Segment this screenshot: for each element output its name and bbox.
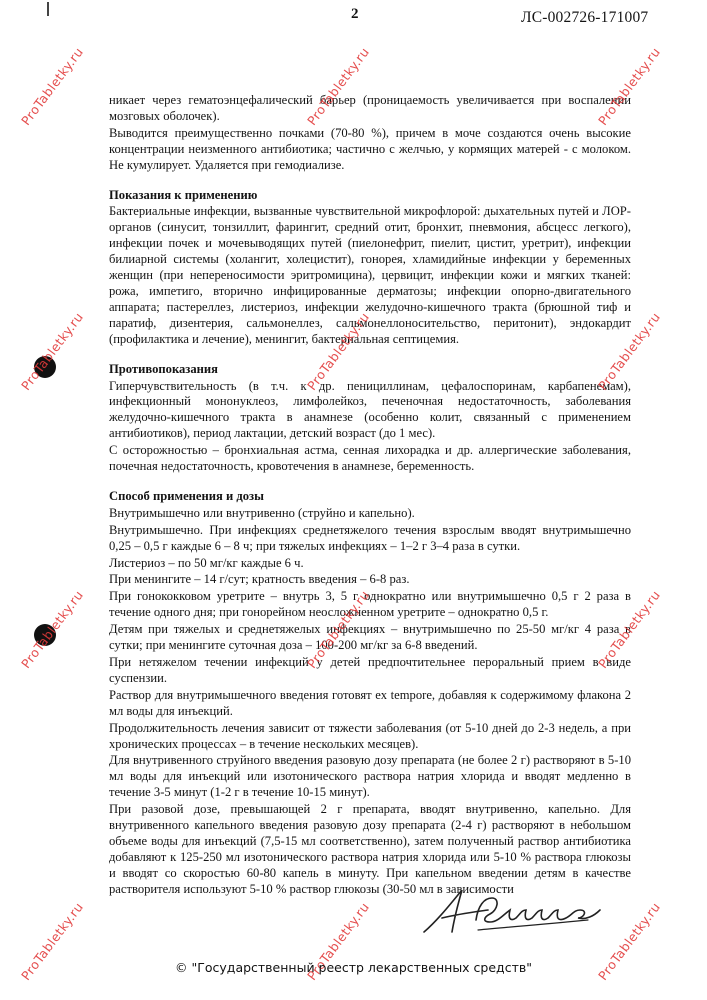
watermark: ProTabletky.ru xyxy=(18,587,87,671)
watermark: ProTabletky.ru xyxy=(304,309,373,393)
watermark: ProTabletky.ru xyxy=(304,44,373,128)
handwritten-signature xyxy=(418,880,608,940)
dosage-paragraph: При разовой дозе, превышающей 2 г препарата, вводят внутривенно, капельно. Для внутривенного капельного введения разовую дозу препарата (2-4 г) растворяют в небольшом объеме воды для инъекций (7,5-15 мл соответственно), затем полученный раствор антибиотика добавляют к 125-250 мл изотонического раствора натрия хлорида или 5-10 % раствора глюкозы и вводят со скоростью 60-80 капель в минуту. При капельном введении детям в качестве растворителя используют 5-10 % раствор глюкозы (30-50 мл в зависимости xyxy=(109,802,631,896)
watermark: ProTabletky.ru xyxy=(304,899,373,983)
dosage-paragraph: Продолжительность лечения зависит от тяжести заболевания (от 5-10 дней до 2-3 недель, а при хронических процессах – в течение нескольких месяцев). xyxy=(109,720,631,751)
section-title-dosage: Способ применения и дозы xyxy=(109,488,264,503)
dosage-paragraph: При нетяжелом течении инфекций у детей предпочтительнее пероральный прием в виде суспензии. xyxy=(109,655,631,685)
contraindications-paragraph: С осторожностью – бронхиальная астма, сенная лихорадка и др. аллергические заболевания, почечная недостаточность, кровотечения в анамнезе, беременность. xyxy=(109,443,631,474)
scan-edge-mark xyxy=(47,2,49,16)
contraindications-paragraph: Гиперчувствительность (в т.ч. к др. пенициллинам, цефалоспоринам, карбапенемам), инфекционный мононуклеоз, лимфолейкоз, печеночная недостаточность, заболевания желудочно-кишечного тракта в анамнезе (особенно колит, связанный с применением антибиотиков), период лактации, детский возраст (до 1 мес). xyxy=(109,378,631,441)
section-title-indications: Показания к применению xyxy=(109,187,258,202)
watermark: ProTabletky.ru xyxy=(304,587,373,671)
watermark: ProTabletky.ru xyxy=(595,44,664,128)
watermark: ProTabletky.ru xyxy=(18,899,87,983)
document-body xyxy=(109,93,631,899)
watermark: ProTabletky.ru xyxy=(595,309,664,393)
footer-copyright: © "Государственный реестр лекарственных средств" xyxy=(175,960,532,975)
dosage-paragraph: Детям при тяжелых и среднетяжелых инфекциях – внутримышечно по 25-50 мг/кг 4 раза в сутки; при менингите суточная доза – 100-200 мг/кг за 6-8 введений. xyxy=(109,622,631,653)
dosage-paragraph: Внутримышечно или внутривенно (струйно и капельно). xyxy=(109,505,415,520)
watermark: ProTabletky.ru xyxy=(595,899,664,983)
intro-paragraph: никает через гематоэнцефалический барьер (проницаемость увеличивается при воспалении мозговых оболочек). xyxy=(109,93,631,123)
page-number: 2 xyxy=(351,6,359,22)
dosage-paragraph: При гонококковом уретрите – внутрь 3, 5 г однократно или внутримышечно 0,5 г 2 раза в течение одного дня; при гонорейном неосложненном уретрите – однократно 0,5 г. xyxy=(109,589,631,620)
dosage-paragraph: Раствор для внутримышечного введения готовят ex tempore, добавляя к содержимому флакона 2 мл воды для инъекций. xyxy=(109,687,631,718)
dosage-paragraph: Внутримышечно. При инфекциях среднетяжелого течения взрослым вводят внутримышечно 0,25 – 0,5 г каждые 6 – 8 ч; при тяжелых инфекциях – 1–2 г 3–4 раза в сутки. xyxy=(109,522,631,553)
document-number: ЛС-002726-171007 xyxy=(521,9,649,26)
dosage-paragraph: Листериоз – по 50 мг/кг каждые 6 ч. xyxy=(109,555,304,570)
indications-text: Бактериальные инфекции, вызванные чувствительной микрофлорой: дыхательных путей и ЛОР-органов (синусит, тонзиллит, фарингит, средний отит, бронхит, пневмония, абсцесс легкого), инфекции почек и мочевыводящих путей (пиелонефрит, пиелит, цистит, уретрит), инфекции билиарной системы (холангит, холецистит), гонорея, хламидийные инфекции у беременных женщин (при непереносимости эритромицина), цервицит, инфекции кожи и мягких тканей: рожа, импетиго, вторично инфицированные дерматозы; инфекции опорно-двигательного аппарата; пастереллез, листериоз, инфекции желудочно-кишечного тракта (брюшной тиф и паратиф, дизентерия, сальмонеллез, сальмонеллоносительство, перитонит), эндокардит (профилактика и лечение), менингит, бактериальная септицемия. xyxy=(109,204,631,346)
watermark: ProTabletky.ru xyxy=(595,587,664,671)
section-title-contraindications: Противопоказания xyxy=(109,361,218,376)
watermark: ProTabletky.ru xyxy=(18,44,87,128)
watermark: ProTabletky.ru xyxy=(18,309,87,393)
dosage-paragraph: Для внутривенного струйного введения разовую дозу препарата (не более 2 г) растворяют в 5-10 мл воды для инъекций или изотонического раствора натрия хлорида и вводят медленно в течение 3-5 минут (1-2 г в течение 10-15 минут). xyxy=(109,753,631,800)
intro-paragraph: Выводится преимущественно почками (70-80 %), причем в моче создаются очень высокие концентрации неизменного антибиотика; частично с желчью, у кормящих матерей - с молоком. Не кумулирует. Удаляется при гемодиализе. xyxy=(109,125,631,172)
dosage-paragraph: При менингите – 14 г/сут; кратность введения – 6-8 раз. xyxy=(109,572,410,587)
